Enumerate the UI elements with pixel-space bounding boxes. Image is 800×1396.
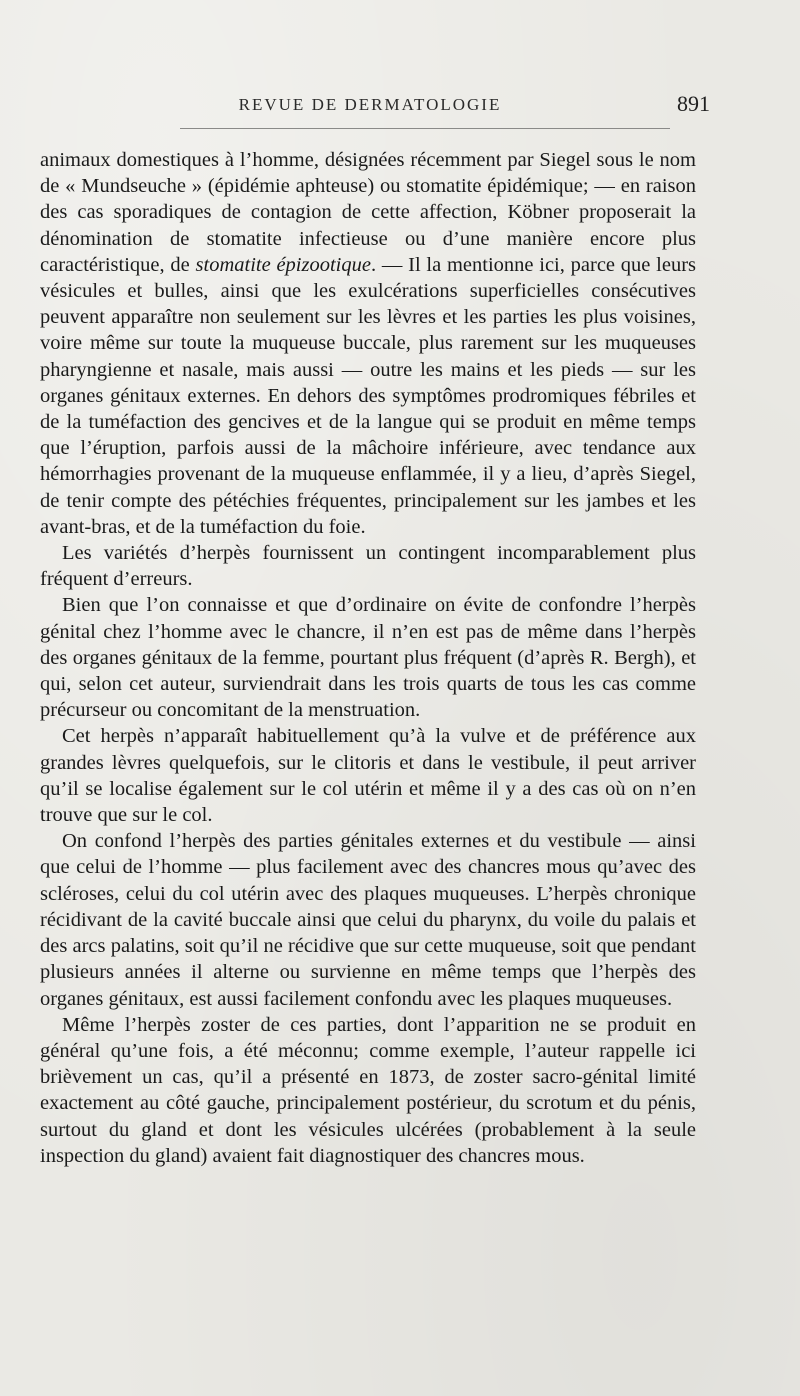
paragraph-1-emphasis: stomatite épizootique [195,253,371,276]
paragraph-continuation [40,147,696,540]
paragraph-1-text: animaux domestiques à l’homme, désignées récemment par Siegel sous le nom de « Mundseuche » (épidémie aphteuse) ou stomatite épidémique; — en raison des cas sporadiques de contagion de cette affection, Köbner proposerait la dénomination de stomatite infectieuse ou d’une manière encore plus caractéristique, de [40,149,696,276]
paragraph: Cet herpès n’apparaît habituellement qu’à la vulve et de préférence aux grandes lèvres quelquefois, sur le clitoris et dans le vestibule, il peut arriver qu’il se localise également sur le col utérin et même il y a des cas où on n’en trouve que sur le col. [40,725,696,827]
paragraph: On confond l’herpès des parties génitales externes et du vestibule — ainsi que celui de l’homme — plus facilement avec des chancres mous qu’avec des scléroses, celui du col utérin avec des plaques muqueuses. L’herpès chronique récidivant de la cavité buccale ainsi que celui du pharynx, du voile du palais et des arcs palatins, soit qu’il ne récidive que sur cette muqueuse, soit que pendant plusieurs années il alterne ou survienne en même temps que l’herpès des organes génitaux, est aussi facilement confondu avec les plaques muqueuses. [40,830,696,1010]
body-text [40,147,696,1169]
paragraph-1-text-end: . — Il la mentionne ici, parce que leurs vésicules et bulles, ainsi que les exulcérations superficielles consécutives peuvent apparaître non seulement sur les lèvres et les parties les plus voisines, voire même sur toute la muqueuse buccale, plus rarement sur les muqueuses pharyngienne et nasale, mais aussi — outre les mains et les pieds — sur les organes génitaux externes. En dehors des symptômes prodromiques fébriles et de la tuméfaction des gencives et de la langue qui se produit en même temps que l’éruption, parfois aussi de la mâchoire inférieure, avec tendance aux hémorrhagies provenant de la muqueuse enflammée, il y a lieu, d’après Siegel, de tenir compte des pétéchies fréquentes, principalement sur les jambes et les avant-bras, et de la tuméfaction du foie. [40,253,696,538]
page-number: 891 [677,91,710,116]
running-header [40,91,710,125]
paragraph: Bien que l’on connaisse et que d’ordinaire on évite de confondre l’herpès génital chez l’homme avec le chancre, il n’en est pas de même dans l’herpès des organes génitaux de la femme, pourtant plus fréquent (d’après R. Bergh), et qui, selon cet auteur, surviendrait dans les trois quarts de tous les cas comme précurseur ou concomitant de la menstruation. [40,594,696,722]
paragraph: Même l’herpès zoster de ces parties, dont l’apparition ne se produit en général qu’une fois, a été méconnu; comme exemple, l’auteur rappelle ici brièvement un cas, qu’il a présenté en 1873, de zoster sacro-génital limité exactement au côté gauche, principalement postérieur, du scrotum et du pénis, surtout du gland et dont les vésicules ulcérées (probablement à la seule inspection du gland) avaient fait diagnostiquer des chancres mous. [40,1013,696,1167]
running-title: REVUE DE DERMATOLOGIE [238,95,502,114]
header-rule [180,128,670,129]
paragraph: Les variétés d’herpès fournissent un contingent incomparablement plus fréquent d’erreurs. [40,542,696,591]
